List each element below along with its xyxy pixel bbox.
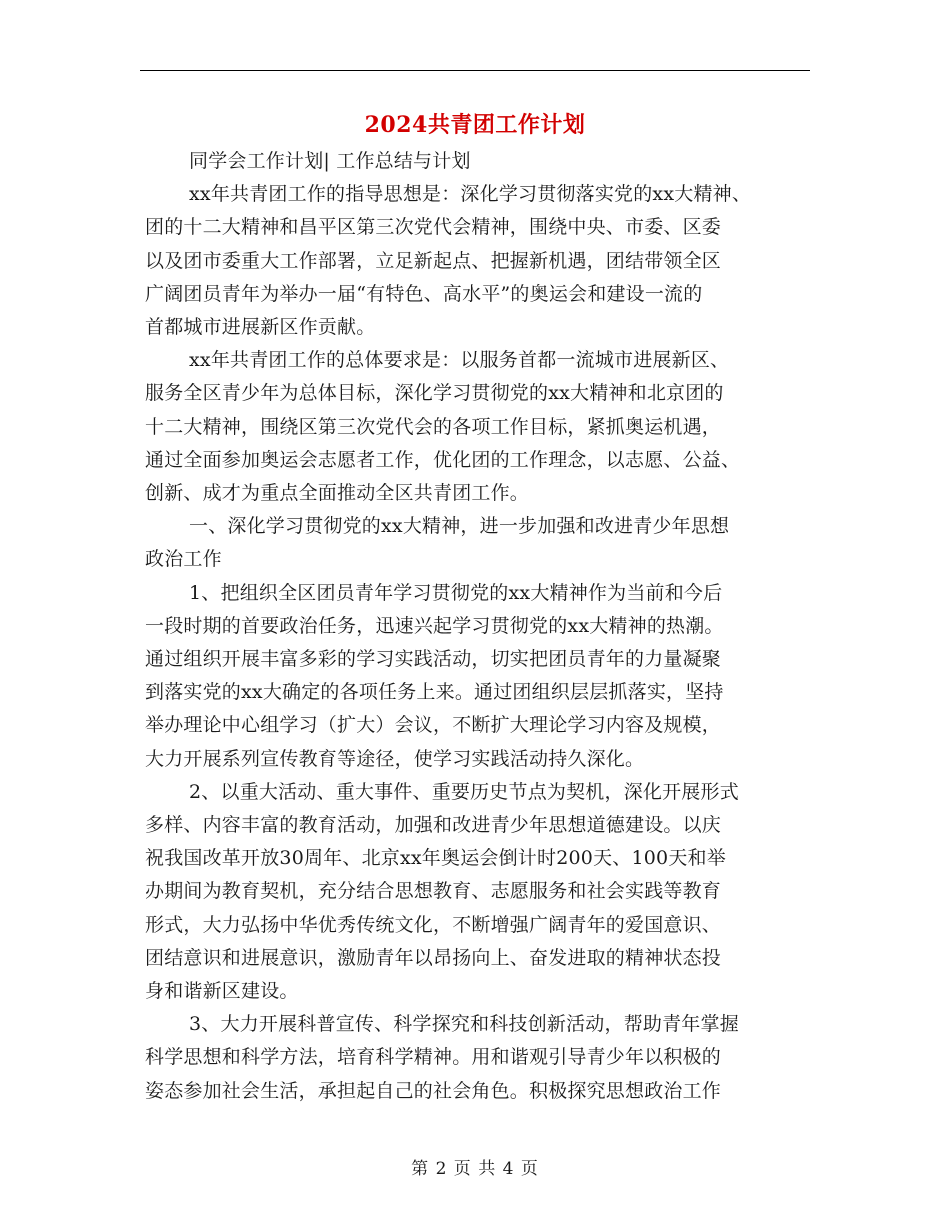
text-line: 团的十二大精神和昌平区第三次党代会精神，围绕中央、市委、区委 (145, 216, 722, 239)
page-number: 第 2 页 共 4 页 (411, 1159, 539, 1179)
text-line: 一、深化学习贯彻党的xx大精神，进一步加强和改进青少年思想 (189, 515, 730, 538)
text-line: 一段时期的首要政治任务，迅速兴起学习贯彻党的xx大精神的热潮。 (145, 614, 724, 637)
text-line: 科学思想和科学方法，培育科学精神。用和谐观引导青少年以积极的 (145, 1046, 722, 1069)
text-line: 形式，大力弘扬中华优秀传统文化，不断增强广阔青年的爱国意识、 (145, 913, 722, 936)
paragraph-item-2 (145, 776, 825, 1008)
text-line: xx年共青团工作的总体要求是：以服务首都一流城市进展新区、 (189, 349, 730, 372)
text-line: 创新、成才为重点全面推动全区共青团工作。 (145, 482, 530, 505)
text-line: 服务全区青少年为总体目标，深化学习贯彻党的xx大精神和北京团的 (145, 382, 724, 405)
section-heading-1 (145, 510, 825, 576)
text-line: 多样、内容丰富的教育活动，加强和改进青少年思想道德建设。以庆 (145, 814, 722, 837)
text-line: 祝我国改革开放30周年、北京xx年奥运会倒计时200天、100天和举 (145, 847, 726, 870)
text-line: 政治工作 (145, 548, 222, 571)
text-line: 通过全面参加奥运会志愿者工作，优化团的工作理念，以志愿、公益、 (145, 448, 741, 471)
text-line: 办期间为教育契机，充分结合思想教育、志愿服务和社会实践等教育 (145, 880, 722, 903)
text-line: 团结意识和进展意识，激励青年以昂扬向上、奋发进取的精神状态投 (145, 946, 722, 969)
text-line: xx年共青团工作的指导思想是：深化学习贯彻落实党的xx大精神、 (189, 183, 752, 206)
text-line: 通过组织开展丰富多彩的学习实践活动，切实把团员青年的力量凝聚 (145, 648, 722, 671)
document-title: 2024共青团工作计划 (364, 112, 586, 138)
text-line: 举办理论中心组学习（扩大）会议，不断扩大理论学习内容及规模， (145, 714, 722, 737)
text-line: 以及团市委重大工作部署，立足新起点、把握新机遇，团结带领全区 (145, 249, 722, 272)
document-body (145, 145, 825, 1108)
text-line: 十二大精神，围绕区第三次党代会的各项工作目标，紧抓奥运机遇， (145, 415, 722, 438)
text-line: 首都城市进展新区作贡献。 (145, 316, 376, 339)
text-line: 同学会工作计划| 工作总结与计划 (189, 150, 471, 172)
text-line: 到落实党的xx大确定的各项任务上来。通过团组织层层抓落实，坚持 (145, 681, 724, 704)
paragraph-subtitle (145, 145, 825, 178)
text-line: 姿态参加社会生活，承担起自己的社会角色。积极探究思想政治工作 (145, 1079, 722, 1102)
paragraph-overall-requirement (145, 344, 825, 510)
text-line: 3、大力开展科普宣传、科学探究和科技创新活动，帮助青年掌握 (189, 1013, 739, 1036)
text-line: 1、把组织全区团员青年学习贯彻党的xx大精神作为当前和今后 (189, 581, 723, 604)
paragraph-item-1 (145, 577, 825, 776)
paragraph-item-3 (145, 1008, 825, 1108)
text-line: 身和谐新区建设。 (145, 980, 299, 1003)
header-rule (140, 70, 810, 71)
text-line: 2、以重大活动、重大事件、重要历史节点为契机，深化开展形式 (189, 780, 739, 803)
paragraph-guiding-thought (145, 178, 825, 344)
text-line: 大力开展系列宣传教育等途径，使学习实践活动持久深化。 (145, 747, 645, 770)
text-line: 广阔团员青年为举办一届“有特色、高水平”的奥运会和建设一流的 (145, 282, 703, 305)
